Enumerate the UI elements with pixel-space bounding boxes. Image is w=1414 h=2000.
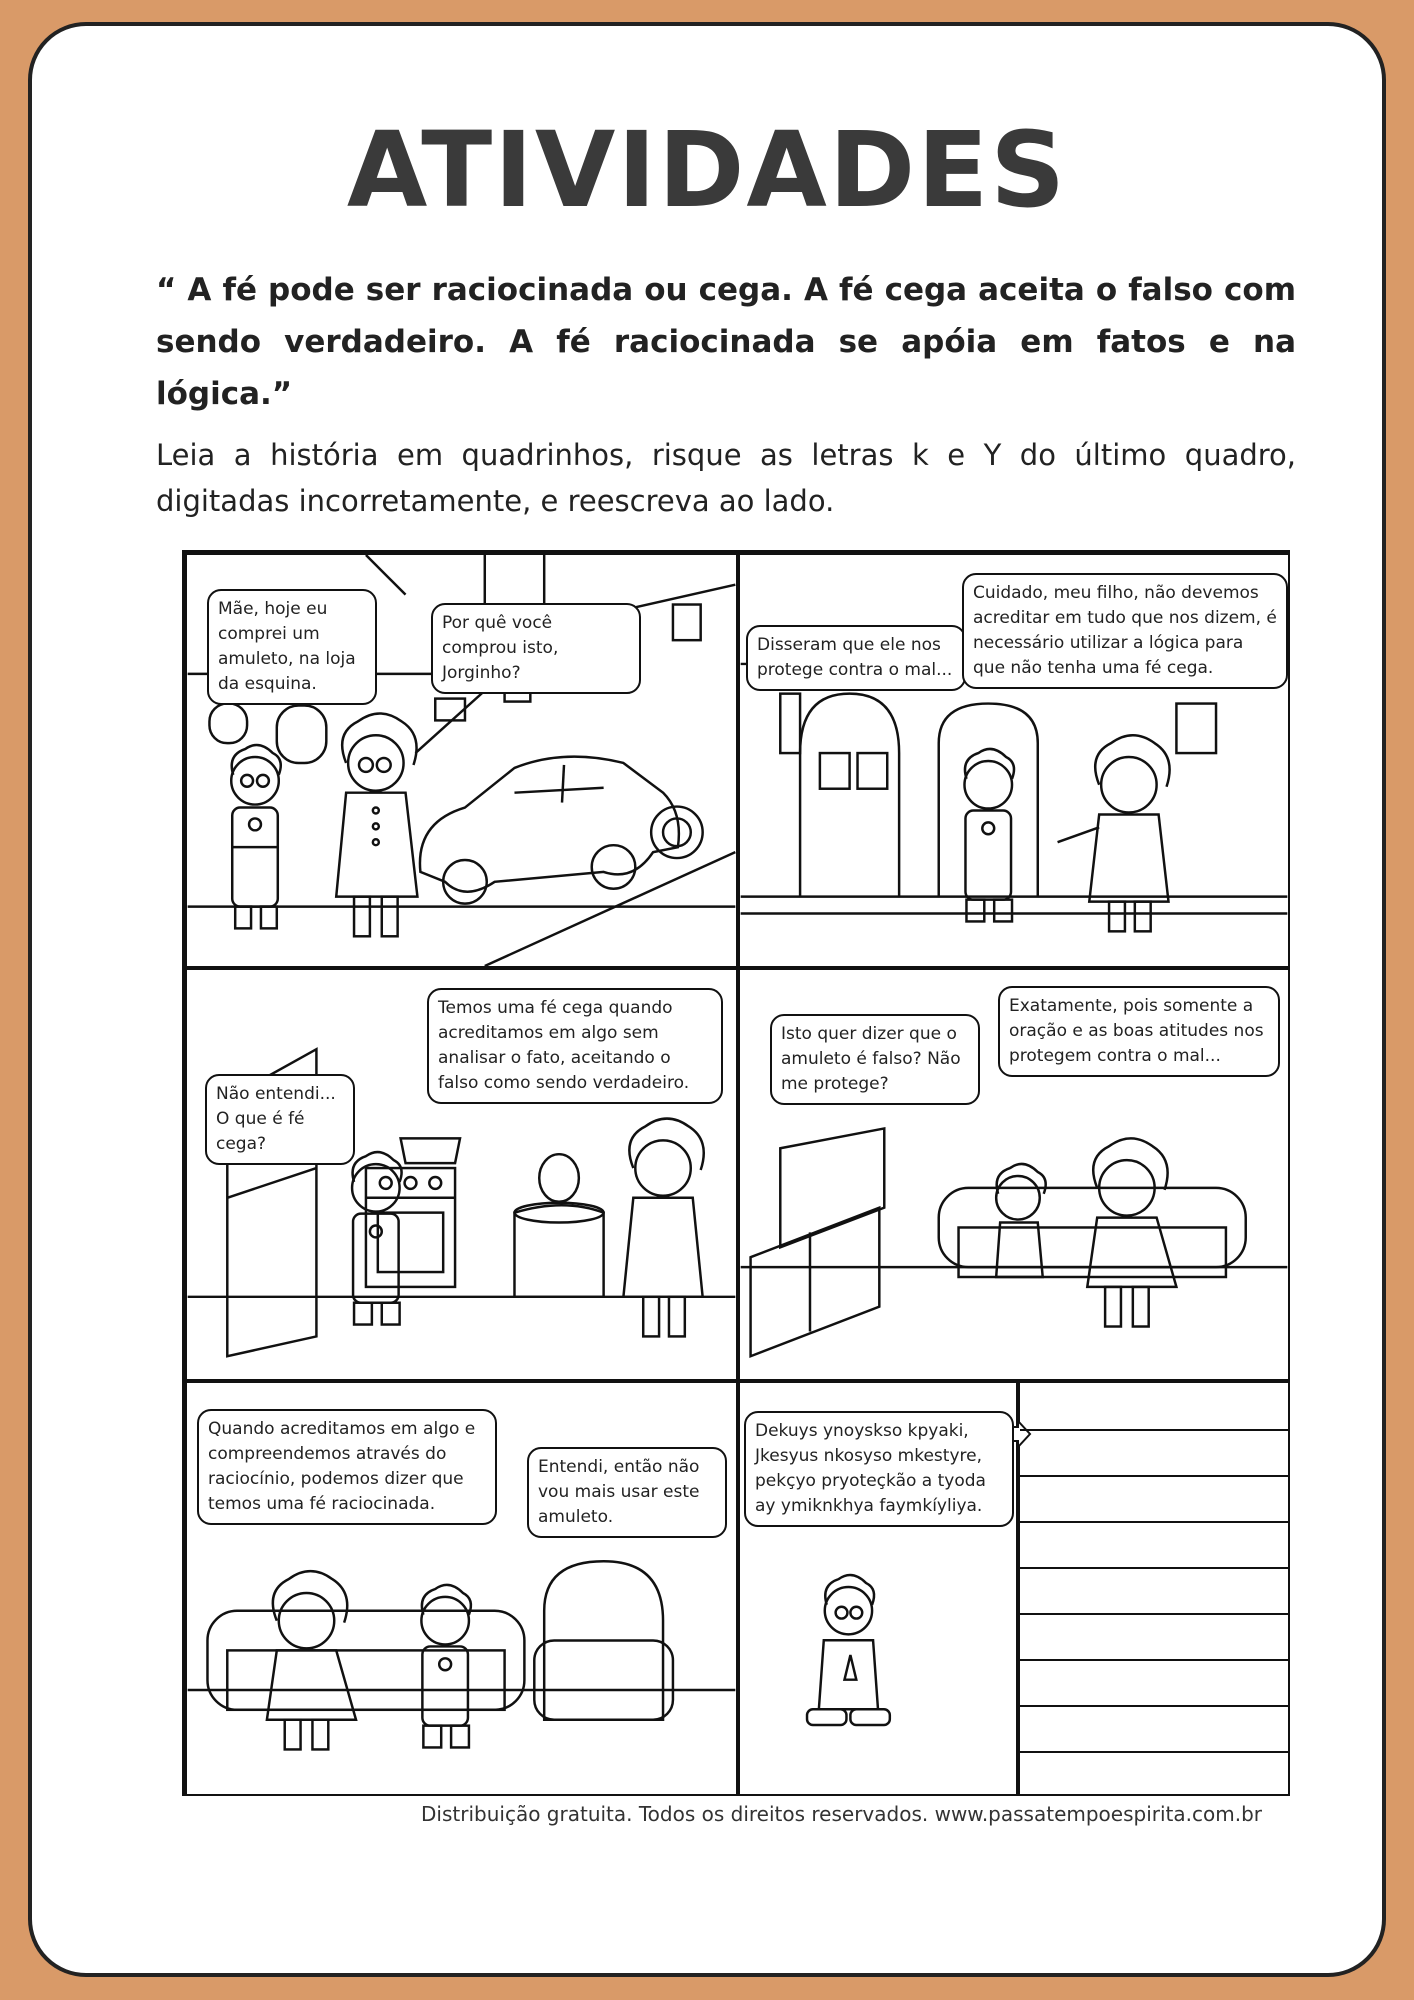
writing-line[interactable] xyxy=(1020,1429,1288,1431)
worksheet-page xyxy=(28,22,1386,1977)
comic-panel-4 xyxy=(738,968,1290,1381)
writing-line[interactable] xyxy=(1020,1751,1288,1753)
speech-bubble: Temos uma fé cega quando acreditamos em algo sem analisar o fato, aceitando o falso como sendo verdadeiro. xyxy=(427,988,723,1104)
footer-credit: Distribuição gratuita. Todos os direitos reservados. www.passatempoespirita.com.br xyxy=(421,1802,1262,1826)
speech-bubble: Cuidado, meu filho, não devemos acreditar em tudo que nos dizem, é necessário utilizar a lógica para que não tenha uma fé cega. xyxy=(962,573,1288,689)
speech-bubble: Por quê você comprou isto, Jorginho? xyxy=(431,603,641,694)
speech-bubble: Disseram que ele nos protege contra o mal... xyxy=(746,625,966,691)
speech-bubble: Não entendi... O que é fé cega? xyxy=(205,1074,355,1165)
speech-bubble: Isto quer dizer que o amuleto é falso? Não me protege? xyxy=(770,1014,980,1105)
comic-panel-5 xyxy=(185,1381,738,1796)
speech-bubble: Mãe, hoje eu comprei um amuleto, na loja da esquina. xyxy=(207,589,377,705)
writing-line[interactable] xyxy=(1020,1475,1288,1477)
comic-panel-6 xyxy=(738,1381,1018,1796)
writing-line[interactable] xyxy=(1020,1567,1288,1569)
writing-line[interactable] xyxy=(1020,1659,1288,1661)
quote-text: “ A fé pode ser raciocinada ou cega. A fé cega aceita o falso com sendo verdadeiro. A fé raciocinada se apóia em fatos e na lógica.” xyxy=(156,272,1296,412)
comic-panel-3 xyxy=(185,968,738,1381)
comic-panel-2 xyxy=(738,553,1290,968)
speech-bubble: Dekuys ynoyskso kpyaki, Jkesyus nkosyso mkestyre, pekçyo pryoteçkão a tyoda ay ymiknkhya faymkíyliya. xyxy=(744,1411,1014,1527)
comic-strip xyxy=(182,550,1290,1796)
page-title: ATIVIDADES xyxy=(346,109,1068,231)
speech-bubble: Quando acreditamos em algo e compreendemos através do raciocínio, podemos dizer que temos uma fé raciocinada. xyxy=(197,1409,497,1525)
comic-panel-1 xyxy=(185,553,738,968)
instruction-text: Leia a história em quadrinhos, risque as letras k e Y do último quadro, digitadas incorretamente, e reescreva ao lado. xyxy=(156,438,1296,518)
writing-line[interactable] xyxy=(1020,1613,1288,1615)
answer-lines[interactable] xyxy=(1018,1381,1290,1796)
writing-line[interactable] xyxy=(1020,1705,1288,1707)
speech-bubble: Exatamente, pois somente a oração e as boas atitudes nos protegem contra o mal... xyxy=(998,986,1280,1077)
writing-line[interactable] xyxy=(1020,1521,1288,1523)
speech-bubble: Entendi, então não vou mais usar este amuleto. xyxy=(527,1447,727,1538)
